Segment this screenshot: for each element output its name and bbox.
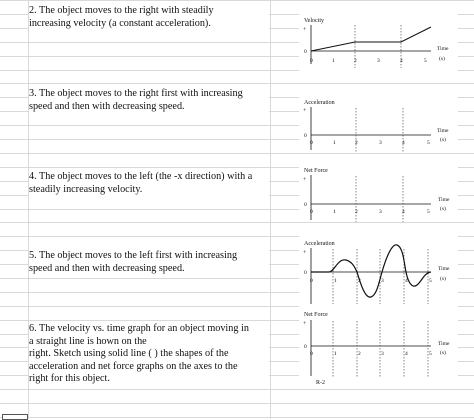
velocity-origin: 0 bbox=[304, 49, 307, 55]
velocity-y-label: Velocity bbox=[304, 18, 324, 24]
acceleration-1-x-unit: (s) bbox=[440, 137, 446, 143]
velocity-x-unit: (s) bbox=[439, 56, 445, 62]
question-6-line-4: acceleration and net force graphs on the axes to the bbox=[29, 360, 238, 372]
acceleration-2-y-label: Acceleration bbox=[304, 241, 335, 247]
net-force-1-tick-3: 3 bbox=[379, 209, 382, 215]
question-5-line-2: speed and then with decreasing speed. bbox=[29, 262, 185, 274]
net-force-1-tick-5: 5 bbox=[427, 209, 430, 215]
question-6-line-3: right. Sketch using solid line ( ) the shapes of the bbox=[29, 348, 229, 360]
acceleration-graph-2 bbox=[299, 236, 458, 308]
question-2-line-1: 2. The object moves to the right with steadily bbox=[29, 5, 214, 16]
net-force-2-background bbox=[299, 308, 458, 388]
velocity-x-label: Time bbox=[437, 46, 449, 52]
question-2-line-2: increasing velocity (a constant acceleration). bbox=[29, 17, 211, 29]
velocity-tick-1: 1 bbox=[332, 58, 335, 64]
acceleration-1-x-label: Time bbox=[437, 128, 449, 134]
net-force-2-tick-4: 4 bbox=[405, 351, 408, 357]
net-force-2-tick-3: 3 bbox=[381, 351, 384, 357]
acceleration-2-x-label: Time bbox=[438, 266, 450, 272]
question-6-line-2: a straight line is hown on the bbox=[29, 335, 147, 347]
net-force-2-y-label: Net Force bbox=[304, 312, 328, 318]
net-force-1-x-label: Time bbox=[438, 197, 450, 203]
net-force-2-tick-0: 0 bbox=[310, 351, 313, 357]
question-3-line-2: speed and then with decreasing speed. bbox=[29, 100, 185, 112]
velocity-tick-0: 0 bbox=[310, 58, 313, 64]
net-force-graph-1 bbox=[299, 164, 458, 222]
acceleration-2-origin: 0 bbox=[304, 270, 307, 276]
net-force-2-origin: 0 bbox=[304, 344, 307, 350]
acceleration-1-origin: 0 bbox=[304, 133, 307, 139]
acceleration-1-y-plus: + bbox=[303, 108, 307, 114]
net-force-1-tick-2: 2 bbox=[355, 209, 358, 215]
velocity-y-plus: + bbox=[303, 27, 307, 33]
acceleration-1-tick-5: 5 bbox=[427, 140, 430, 146]
acceleration-2-tick-1: 1 bbox=[334, 278, 337, 284]
velocity-graph bbox=[299, 13, 458, 73]
net-force-2-y-plus: + bbox=[303, 321, 307, 327]
net-force-2-tick-2: 2 bbox=[358, 351, 361, 357]
acceleration-graph-1 bbox=[299, 96, 458, 152]
question-3-line-1: 3. The object moves to the right first with increasing bbox=[29, 88, 243, 99]
acceleration-2-y-plus: + bbox=[303, 250, 307, 256]
acceleration-1-tick-0: 0 bbox=[310, 140, 313, 146]
acceleration-2-tick-2: 2 bbox=[358, 278, 361, 284]
net-force-2-tick-1: 1 bbox=[334, 351, 337, 357]
net-force-2-tick-5: 5 bbox=[429, 351, 432, 357]
net-force-1-origin: 0 bbox=[304, 202, 307, 208]
acceleration-2-tick-3: 3 bbox=[381, 278, 384, 284]
question-4-line-2: steadily increasing velocity. bbox=[29, 183, 143, 195]
question-5-line-1: 5. The object moves to the left first with increasing bbox=[29, 250, 238, 261]
acceleration-1-tick-3: 3 bbox=[379, 140, 382, 146]
net-force-1-x-unit: (s) bbox=[440, 206, 446, 212]
question-6-line-5: right for this object. bbox=[29, 373, 110, 385]
net-force-2-x-unit: (s) bbox=[440, 350, 446, 356]
net-force-1-tick-1: 1 bbox=[333, 209, 336, 215]
question-4-line-1: 4. The object moves to the left (the -x direction) with a bbox=[29, 171, 253, 182]
net-force-graph-2 bbox=[299, 308, 458, 388]
page-label: R-2 bbox=[316, 380, 325, 386]
acceleration-2-tick-4: 4 bbox=[405, 278, 408, 284]
velocity-tick-3: 3 bbox=[377, 58, 380, 64]
velocity-tick-2: 2 bbox=[354, 58, 357, 64]
acceleration-1-tick-2: 2 bbox=[355, 140, 358, 146]
acceleration-2-x-unit: (s) bbox=[440, 276, 446, 282]
velocity-tick-4: 4 bbox=[400, 58, 403, 64]
net-force-1-y-plus: + bbox=[303, 177, 307, 183]
acceleration-1-y-label: Acceleration bbox=[304, 100, 335, 106]
velocity-tick-5: 5 bbox=[424, 58, 427, 64]
question-6-line-1: 6. The velocity vs. time graph for an object moving in bbox=[29, 323, 249, 334]
acceleration-1-tick-4: 4 bbox=[402, 140, 405, 146]
acceleration-2-tick-5: 5 bbox=[429, 278, 432, 284]
net-force-1-y-label: Net Force bbox=[304, 168, 328, 174]
acceleration-2-tick-0: 0 bbox=[310, 278, 313, 284]
net-force-2-x-label: Time bbox=[438, 341, 450, 347]
net-force-1-tick-4: 4 bbox=[402, 209, 405, 215]
acceleration-1-tick-1: 1 bbox=[333, 140, 336, 146]
net-force-1-tick-0: 0 bbox=[310, 209, 313, 215]
